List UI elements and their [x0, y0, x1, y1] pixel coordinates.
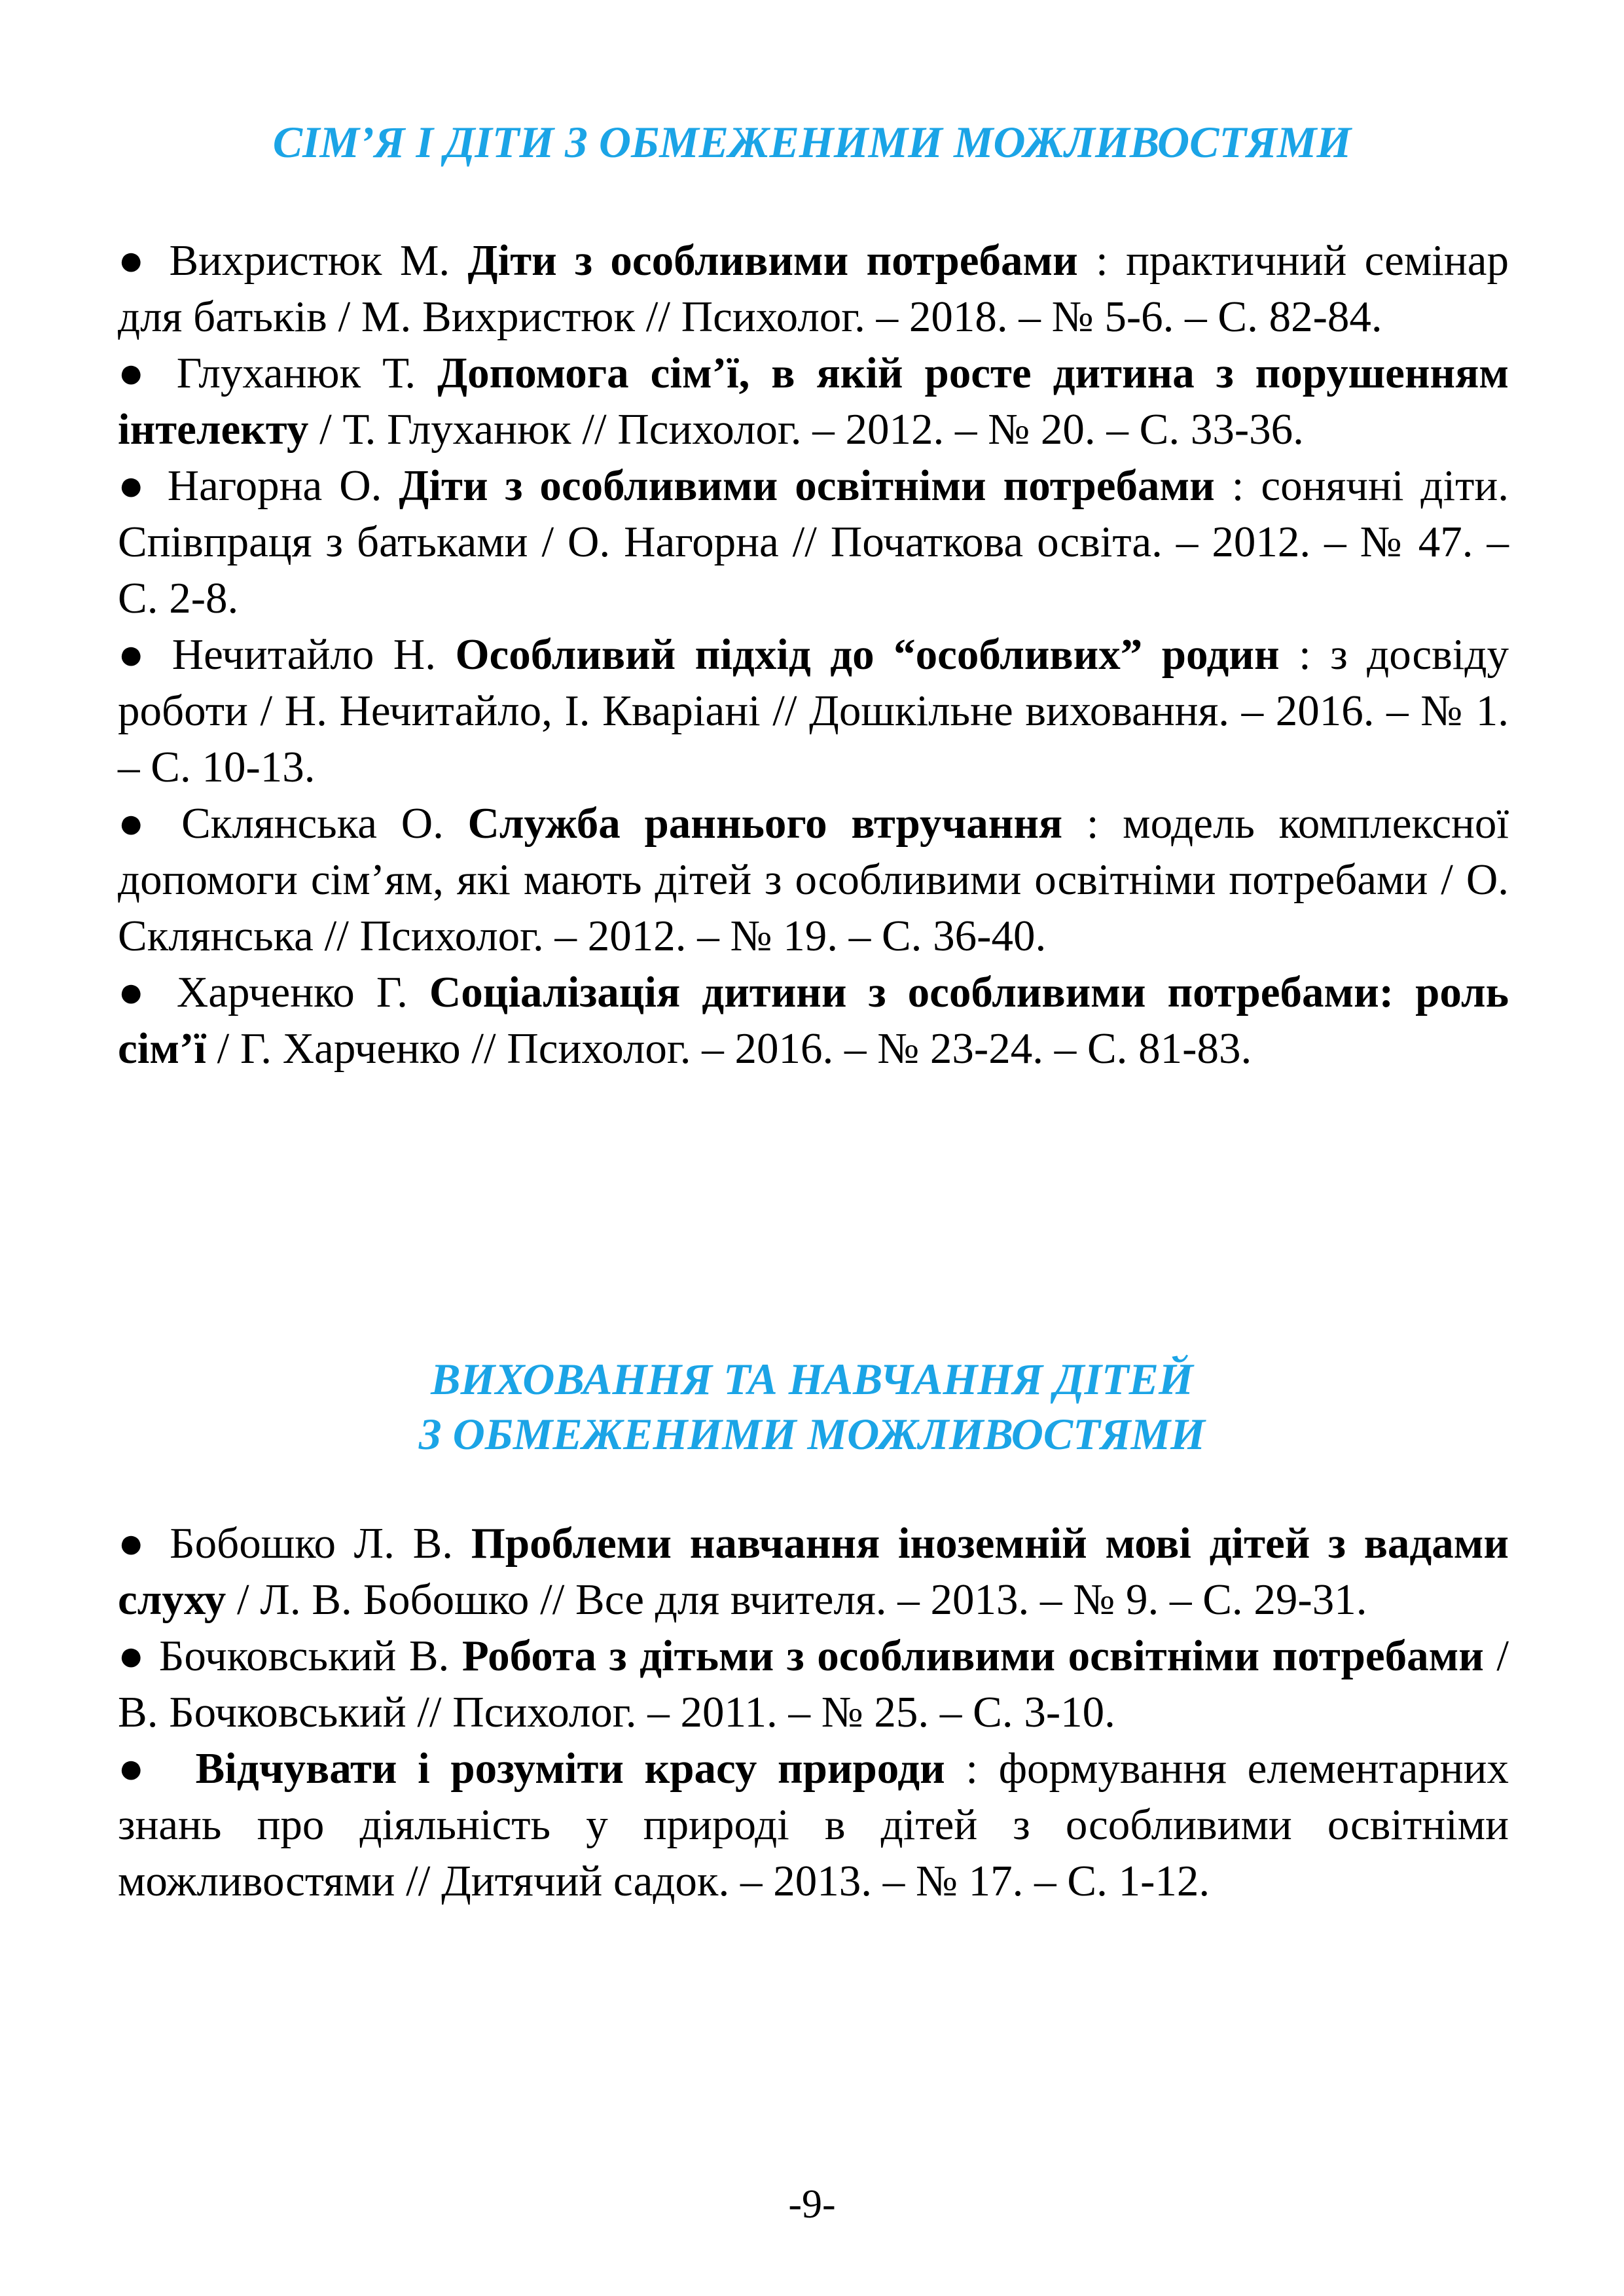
section-heading-family	[0, 115, 1624, 170]
entry-details: / Г. Харченко // Психолог. – 2016. – № 23-24. – С. 81-83.	[217, 1024, 1252, 1073]
entry-title: Особливий підхід до “особливих” родин	[455, 630, 1280, 679]
entry-details: : практичний семінар для батьків / М. Вихристюк // Психолог. – 2018. – № 5-6. – С. 82-84.	[118, 236, 1509, 341]
entry-title: Робота з дітьми з особливими освітніми потребами	[461, 1632, 1484, 1680]
entry-author: Глуханюк Т.	[176, 349, 416, 397]
bibliography-entry	[118, 795, 1509, 964]
entry-details: / Т. Глуханюк // Психолог. – 2012. – № 20. – С. 33-36.	[319, 405, 1304, 454]
entry-author: Склянська О.	[181, 799, 444, 848]
bibliography-entry	[118, 626, 1509, 795]
bullet: ●	[118, 236, 152, 285]
heading-line: СІМ’Я І ДІТИ З ОБМЕЖЕНИМИ МОЖЛИВОСТЯМИ	[272, 117, 1352, 167]
bullet: ●	[118, 1519, 152, 1568]
entry-author: Бобошко Л. В.	[170, 1519, 454, 1568]
entry-details: / В. Бочковський // Психолог. – 2011. – № 25. – С. 3-10.	[118, 1632, 1509, 1736]
entry-author: Нечитайло Н.	[171, 630, 436, 679]
entry-title: Відчувати і розуміти красу природи	[195, 1744, 945, 1793]
entry-details: : модель комплексної допомоги сім’ям, які мають дітей з особливими освітніми потребами / О. Склянська // Психолог. – 2012. – № 19. – С. 36-40.	[118, 799, 1509, 960]
entry-title: Діти з особливими потребами	[467, 236, 1078, 285]
bibliography-list-family	[118, 232, 1509, 1077]
entry-author: Вихристюк М.	[169, 236, 450, 285]
bullet: ●	[118, 1744, 154, 1793]
entry-title: Проблеми навчання іноземній мові дітей з вадами слуху	[118, 1519, 1509, 1624]
bullet: ●	[118, 968, 155, 1016]
bibliography-list-education	[118, 1515, 1509, 1909]
heading-line: З ОБМЕЖЕНИМИ МОЖЛИВОСТЯМИ	[419, 1409, 1205, 1459]
bibliography-entry	[118, 345, 1509, 457]
entry-title: Соціалізація дитини з особливими потребами: роль сім’ї	[118, 968, 1509, 1073]
bullet: ●	[118, 799, 158, 848]
bibliography-entry	[118, 1628, 1509, 1740]
entry-details: : з досвіду роботи / Н. Нечитайло, І. Кваріані // Дошкільне виховання. – 2016. – № 1. – С. 10-13.	[118, 630, 1509, 791]
entry-details: : формування елементарних знань про діяльність у природі в дітей з особливими освітніми можливостями // Дитячий садок. – 2013. – № 17. – С. 1-12.	[118, 1744, 1509, 1905]
entry-author: Нагорна О.	[167, 461, 382, 510]
bibliography-entry	[118, 457, 1509, 626]
entry-details: / Л. В. Бобошко // Все для вчителя. – 2013. – № 9. – С. 29-31.	[237, 1575, 1367, 1624]
bibliography-entry	[118, 232, 1509, 345]
bullet: ●	[118, 461, 151, 510]
bibliography-entry	[118, 1515, 1509, 1628]
bibliography-entry	[118, 964, 1509, 1077]
bullet: ●	[118, 349, 155, 397]
heading-line: ВИХОВАННЯ ТА НАВЧАННЯ ДІТЕЙ	[431, 1354, 1193, 1404]
entry-details: : сонячні діти. Співпраця з батьками / О. Нагорна // Початкова освіта. – 2012. – № 47. – С. 2-8.	[118, 461, 1509, 622]
entry-title: Служба раннього втручання	[467, 799, 1063, 848]
bibliography-entry	[118, 1740, 1509, 1909]
page-number: -9-	[788, 2182, 836, 2227]
section-heading-education	[0, 1352, 1624, 1462]
entry-author: Бочковський В.	[158, 1632, 450, 1680]
bullet: ●	[118, 1632, 147, 1680]
bullet: ●	[118, 630, 153, 679]
entry-title: Діти з особливими освітніми потребами	[399, 461, 1215, 510]
entry-author: Харченко Г.	[176, 968, 408, 1016]
entry-title: Допомога сім’ї, в якій росте дитина з порушенням інтелекту	[118, 349, 1509, 454]
